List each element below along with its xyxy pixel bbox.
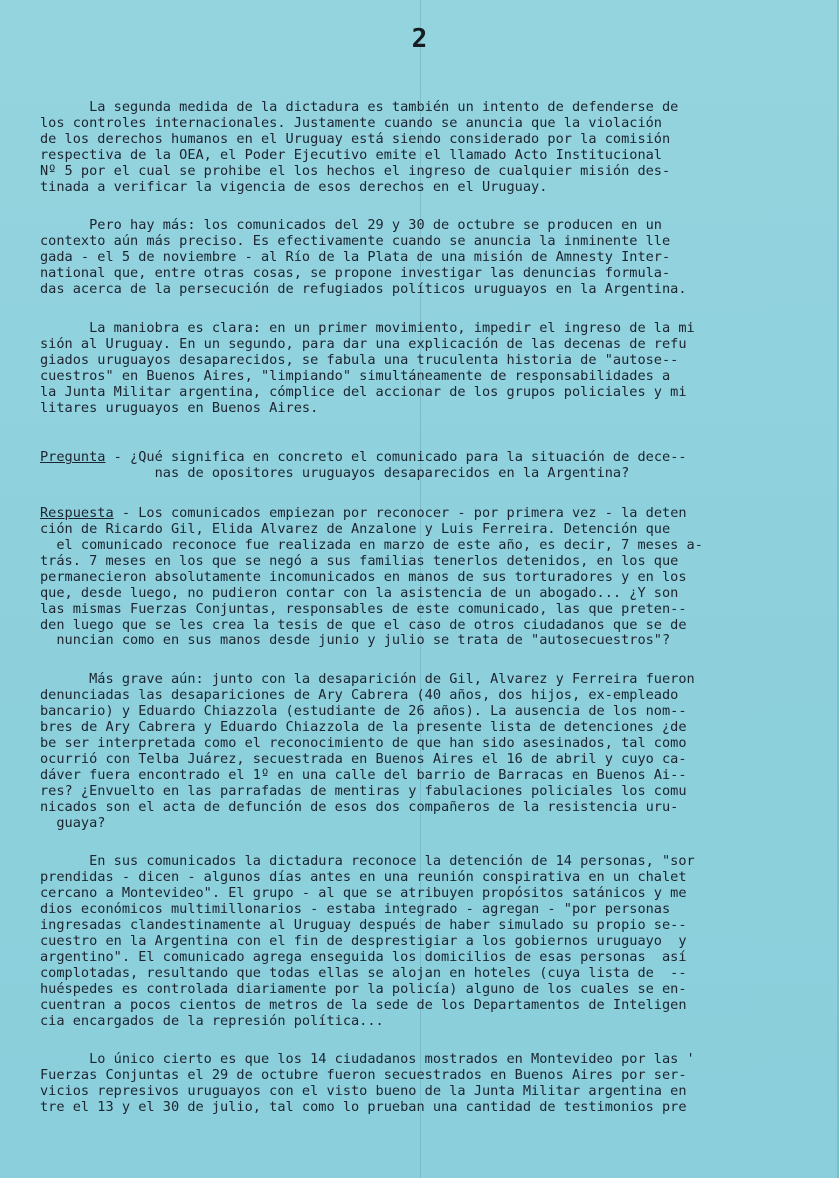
document-body <box>40 100 770 1116</box>
paragraph-3: La maniobra es clara: en un primer movimiento, impedir el ingreso de la mi sión al Uruguay. En un segundo, para dar una explicación de las decenas de refu giados uruguayos desaparecidos, se fabula una truculenta historia de "autose-- cuestros" en Buenos Aires, "limpiando" simultáneamente de responsabilidades a la Junta Militar argentina, cómplice del accionar de los grupos policiales y mi litares uruguayos en Buenos Aires. <box>40 319 695 416</box>
answer-label: Respuesta <box>40 505 114 522</box>
question-block <box>40 450 770 482</box>
paragraph-4: Más grave aún: junto con la desaparición de Gil, Alvarez y Ferreira fueron denunciadas las desapariciones de Ary Cabrera (40 años, dos hijos, ex-empleado bancario) y Eduardo Chiazzola (estudiante de 26 años). La ausencia de los nom-- bres de Ary Cabrera y Eduardo Chiazzola de la presente lista de detenciones ¿de be ser interpretada como el reconocimiento de que han sido asesinados, tal como ocurrió con Telba Juárez, secuestrada en Buenos Aires el 16 de abril y cuyo ca- dáver fuera encontrado el 1º en una calle del barrio de Barracas en Buenos Ai-- res? ¿Envuelto en las parrafadas de mentiras y fabulaciones policiales los comu nicados son el acta de defunción de esos dos compañeros de la resistencia uru- guaya? <box>40 671 695 831</box>
paragraph-2: Pero hay más: los comunicados del 29 y 30 de octubre se producen en un contexto aún más preciso. Es efectivamente cuando se anuncia la inminente lle gada - el 5 de noviembre - al Río de la Plata de una misión de Amnesty Inter- national que, entre otras cosas, se propone investigar las denuncias formula- das acerca de la persecución de refugiados políticos uruguayos en la Argentina. <box>40 217 687 298</box>
paragraph-6: Lo único cierto es que los 14 ciudadanos mostrados en Montevideo por las ' Fuerzas Conjuntas el 29 de octubre fueron secuestrados en Buenos Aires por ser- vicios represivos uruguayos con el visto bueno de la Junta Militar argentina en tre el 13 y el 30 de julio, tal como lo prueban una cantidad de testimonios pre <box>40 1051 695 1116</box>
question-label: Pregunta <box>40 449 106 466</box>
paragraph-1: La segunda medida de la dictadura es también un intento de defenderse de los controles internacionales. Justamente cuando se anuncia que la violación de los derechos humanos en el Uruguay está siendo considerado por la comisión respectiva de la OEA, el Poder Ejecutivo emite el llamado Acto Institucional Nº 5 por el cual se prohibe el los hechos el ingreso de cualquier misión des- tinada a verificar la vigencia de esos derechos en el Uruguay. <box>40 99 679 195</box>
paragraph-5: En sus comunicados la dictadura reconoce la detención de 14 personas, "sor prendidas - dicen - algunos días antes en una reunión conspirativa en un chalet cercano a Montevideo". El grupo - al que se atribuyen propósitos satánicos y me dios económicos multimillonarios - estaba integrado - agregan - "por personas ingresadas clandestinamente al Uruguay después de haber simulado su propio se-- cuestro en la Argentina con el fin de desprestigiar a los gobiernos uruguayo y argentino". El comunicado agrega enseguida los domicilios de esas personas así complotadas, resultando que todas ellas se alojan en hoteles (cuya lista de -- huéspedes es controlada diariamente por la policía) alguno de los cuales se en- cuentran a pocos cientos de metros de la sede de los Departamentos de Inteligen cia encargados de la represión política... <box>40 853 695 1029</box>
question-text: - ¿Qué significa en concreto el comunicado para la situación de dece-- nas de opositores uruguayos desaparecidos en la Argentina? <box>113 449 687 482</box>
answer-block <box>40 506 770 649</box>
answer-text: - Los comunicados empiezan por reconocer - por primera vez - la deten ción de Ricardo Gil, Elida Alvarez de Anzalone y Luis Ferreira. Detención que el comunicado reconoce fue realizada en marzo de este año, es decir, 7 meses a- trás. 7 meses en los que se negó a sus familias tenerlos detenidos, en los que permanecieron absolutamente incomunicados en manos de sus torturadores y en los que, desde luego, no pudieron contar con la asistencia de un abogado... ¿Y son las mismas Fuerzas Conjuntas, responsables de este comunicado, las que preten-- den luego que se les crea la tesis de que el caso de otros ciudadanos que se de nuncian como en sus manos desde junio y julio se trata de "autosecuestros"? <box>40 505 703 649</box>
page-number: 2 <box>411 24 428 54</box>
